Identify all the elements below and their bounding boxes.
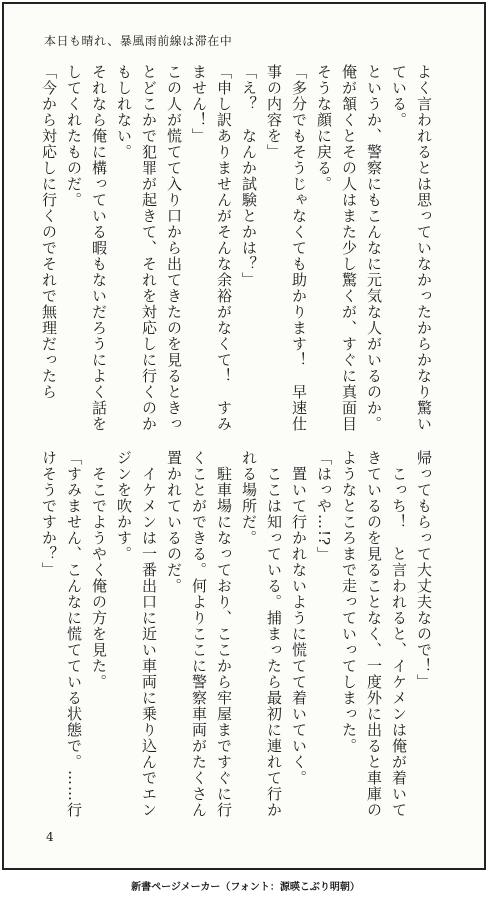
body-text-bottom: 帰ってもらって大丈夫なので！」 こっち！ と言われると、イケメンは俺が着いてきているのを見ることなく、一度外に出ると車庫のようなところまで走っていってしまった。 「はっや…!?」 置いて行かれないように慌てて着いていく。 ここは知っている。捕まったら最初に連れて行かれる場所だ。 駐車場になっており、ここから牢屋まですぐに行くことができる。何よりここに警察車両がたくさん置かれているのだ。 イケメンは一番出口に近い車両に乗り込んでエンジンを吹かす。 そこでようやく俺の方を見た。 「すみません、こんなに慌てている状態で。……行けそうですか？」 — [40, 450, 433, 818]
body-text-top: よく言われるとは思っていなかったからかなり驚いている。 というか、警察にもこんなに元気な人がいるのか。 俺が頷くとその人はまた少し驚くが、すぐに真面目そうな顔に戻る。 「多分でもそうじゃなくても助かります！ 早速仕事の内容を」 「え？ なんか試験とかは？」 「申し訳ありませんがそんな余裕がなくて！ すみません！」 この人が慌てて入り口から出てきたのを見るときっとどこかで犯罪が起きて、それを対応しに行くのかもしれない。 それなら俺に構っている暇もないだろうによく話をしてくれたものだ。 「今から対応しに行くのでそれで無理だったら — [40, 64, 433, 432]
chapter-title: 本日も晴れ、暴風雨前線は滞在中 — [44, 34, 233, 48]
page-number: 4 — [46, 830, 54, 844]
book-page — [2, 2, 486, 870]
footer-credit: 新書ページメーカー（フォント：源暎こぶり明朝） — [131, 882, 360, 893]
